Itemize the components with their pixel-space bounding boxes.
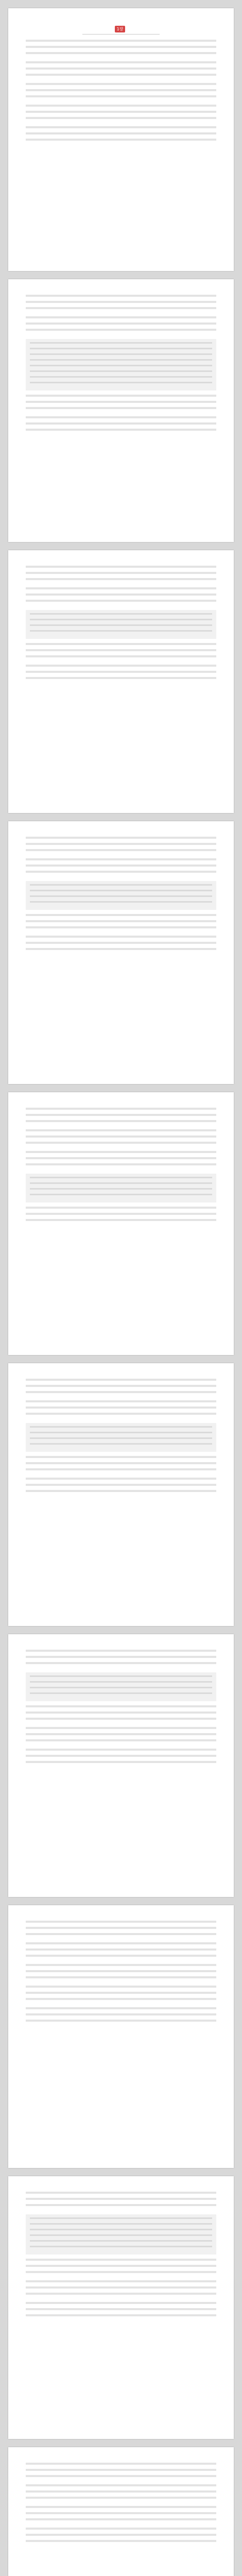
body-paragraph	[26, 1379, 216, 1397]
body-paragraph	[26, 105, 216, 123]
body-paragraph	[26, 2463, 216, 2481]
quote-box	[26, 881, 216, 910]
body-paragraph	[26, 1207, 216, 1225]
body-paragraph	[26, 1650, 216, 1668]
book-page	[8, 2447, 234, 2576]
book-page	[8, 1634, 234, 1897]
quote-box	[26, 2214, 216, 2255]
book-page	[8, 550, 234, 813]
page-footer	[212, 1886, 216, 1890]
body-paragraph	[26, 1151, 216, 1170]
quote-line	[30, 1437, 212, 1449]
page-footer	[26, 1073, 30, 1077]
body-paragraph	[26, 1921, 216, 1939]
quote-line	[30, 353, 212, 365]
book-page	[8, 1905, 234, 2168]
book-page	[8, 8, 234, 271]
body-paragraph	[26, 126, 216, 145]
body-paragraph	[26, 1986, 216, 2004]
book-page	[8, 821, 234, 1084]
quote-box	[26, 610, 216, 639]
quote-line	[30, 1177, 212, 1188]
quote-line	[30, 365, 212, 376]
body-paragraph	[26, 643, 216, 662]
body-paragraph	[26, 2484, 216, 2503]
body-paragraph	[26, 2506, 216, 2524]
body-paragraph	[26, 2007, 216, 2026]
quote-line	[30, 2240, 212, 2251]
body-paragraph	[26, 1456, 216, 1475]
body-paragraph	[26, 2280, 216, 2299]
quote-box	[26, 1672, 216, 1701]
body-paragraph	[26, 40, 216, 58]
page-footer	[26, 1615, 30, 1619]
body-paragraph	[26, 1129, 216, 1148]
chapter-badge	[82, 26, 160, 35]
body-paragraph	[26, 83, 216, 101]
quote-line	[30, 2229, 212, 2240]
chapter-number: 1장	[115, 26, 126, 32]
quote-line	[30, 1687, 212, 1698]
quote-box	[26, 1423, 216, 1452]
book-page	[8, 1363, 234, 1626]
body-paragraph	[26, 914, 216, 933]
body-paragraph	[26, 1705, 216, 1724]
page-footer	[212, 1344, 216, 1348]
quote-line	[30, 884, 212, 895]
quote-line	[30, 1675, 212, 1687]
quote-line	[30, 376, 212, 387]
book-page	[8, 1092, 234, 1355]
body-paragraph	[26, 566, 216, 584]
quote-line	[30, 342, 212, 353]
body-paragraph	[26, 1108, 216, 1126]
body-paragraph	[26, 837, 216, 855]
body-paragraph	[26, 1749, 216, 1767]
body-paragraph	[26, 936, 216, 954]
body-paragraph	[26, 858, 216, 877]
body-paragraph	[26, 1400, 216, 1419]
body-paragraph	[26, 61, 216, 80]
body-paragraph	[26, 1478, 216, 1496]
body-paragraph	[26, 587, 216, 606]
page-footer	[212, 802, 216, 806]
body-paragraph	[26, 1964, 216, 1982]
quote-line	[30, 2217, 212, 2229]
body-paragraph	[26, 665, 216, 683]
quote-box	[26, 1174, 216, 1202]
quote-box	[26, 339, 216, 391]
quote-line	[30, 624, 212, 636]
page-footer	[26, 2157, 30, 2161]
page-footer	[212, 2428, 216, 2432]
quote-line	[30, 895, 212, 907]
body-paragraph	[26, 2259, 216, 2277]
body-paragraph	[26, 316, 216, 335]
body-paragraph	[26, 2302, 216, 2320]
body-paragraph	[26, 1727, 216, 1745]
page-footer	[26, 531, 30, 535]
quote-line	[30, 1426, 212, 1437]
body-paragraph	[26, 416, 216, 435]
quote-line	[30, 1188, 212, 1199]
body-paragraph	[26, 295, 216, 313]
page-footer	[212, 260, 216, 264]
body-paragraph	[26, 395, 216, 413]
body-paragraph	[26, 2192, 216, 2210]
body-paragraph	[26, 2528, 216, 2546]
quote-line	[30, 613, 212, 624]
book-page	[8, 279, 234, 542]
book-page	[8, 2176, 234, 2439]
body-paragraph	[26, 1942, 216, 1961]
